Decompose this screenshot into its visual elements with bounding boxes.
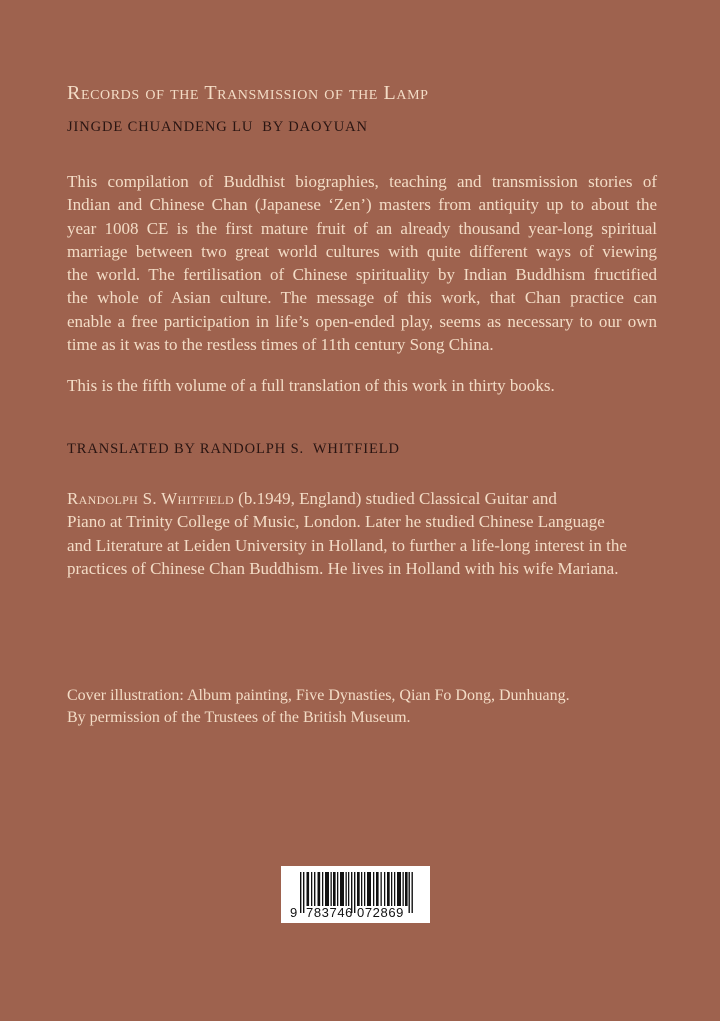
- blurb-line: the world. The fertilisation of Chinese spirituality by Indian Buddhism fructified: [67, 265, 657, 285]
- barcode-lead-digit: 9: [290, 905, 298, 920]
- credit-line: By permission of the Trustees of the British Museum.: [67, 708, 411, 726]
- translator-name: Randolph S. Whitfield: [67, 489, 234, 508]
- blurb-line: This compilation of Buddhist biographies, teaching and transmission stories of: [67, 172, 657, 191]
- blurb-line: Indian and Chinese Chan (Japanese ‘Zen’) masters from antiquity up to about the: [67, 195, 657, 215]
- blurb-line: time as it was to the restless times of 11th century Song China.: [67, 335, 494, 355]
- book-subtitle: JINGDE CHUANDENG LU BY DAOYUAN: [67, 119, 368, 135]
- blurb-line: marriage between two great world cultures with quite different ways of viewing: [67, 241, 657, 261]
- isbn-barcode: [281, 866, 430, 923]
- credit-line: Cover illustration: Album painting, Five Dynasties, Qian Fo Dong, Dunhuang.: [67, 687, 570, 704]
- barcode-left-digits: 783746: [306, 905, 353, 920]
- barcode-bars-icon: [281, 866, 430, 923]
- blurb-line: the whole of Asian culture. The message of this work, that Chan practice can: [67, 288, 657, 308]
- translator-credit: TRANSLATED BY RANDOLPH S. WHITFIELD: [67, 441, 400, 457]
- bio-line-rest: (b.1949, England) studied Classical Guitar and: [233, 489, 557, 508]
- blurb-line: year 1008 CE is the first mature fruit of an already thousand year-long spiritual: [67, 218, 657, 238]
- book-title: Records of the Transmission of the Lamp: [67, 82, 429, 104]
- barcode-right-digits: 072869: [357, 905, 404, 920]
- translator-bio: [67, 487, 627, 580]
- blurb-line: enable a free participation in life’s open-ended play, seems as necessary to our own: [67, 311, 657, 331]
- bio-line: practices of Chinese Chan Buddhism. He lives in Holland with his wife Mariana.: [67, 558, 619, 578]
- blurb-paragraph: [67, 170, 657, 356]
- cover-illustration-credit: [67, 685, 570, 728]
- bio-line: Piano at Trinity College of Music, London. Later he studied Chinese Language: [67, 512, 605, 532]
- bio-line: and Literature at Leiden University in Holland, to further a life-long interest in the: [67, 535, 627, 555]
- bio-line: [67, 487, 627, 510]
- volume-note: This is the fifth volume of a full translation of this work in thirty books.: [67, 376, 555, 395]
